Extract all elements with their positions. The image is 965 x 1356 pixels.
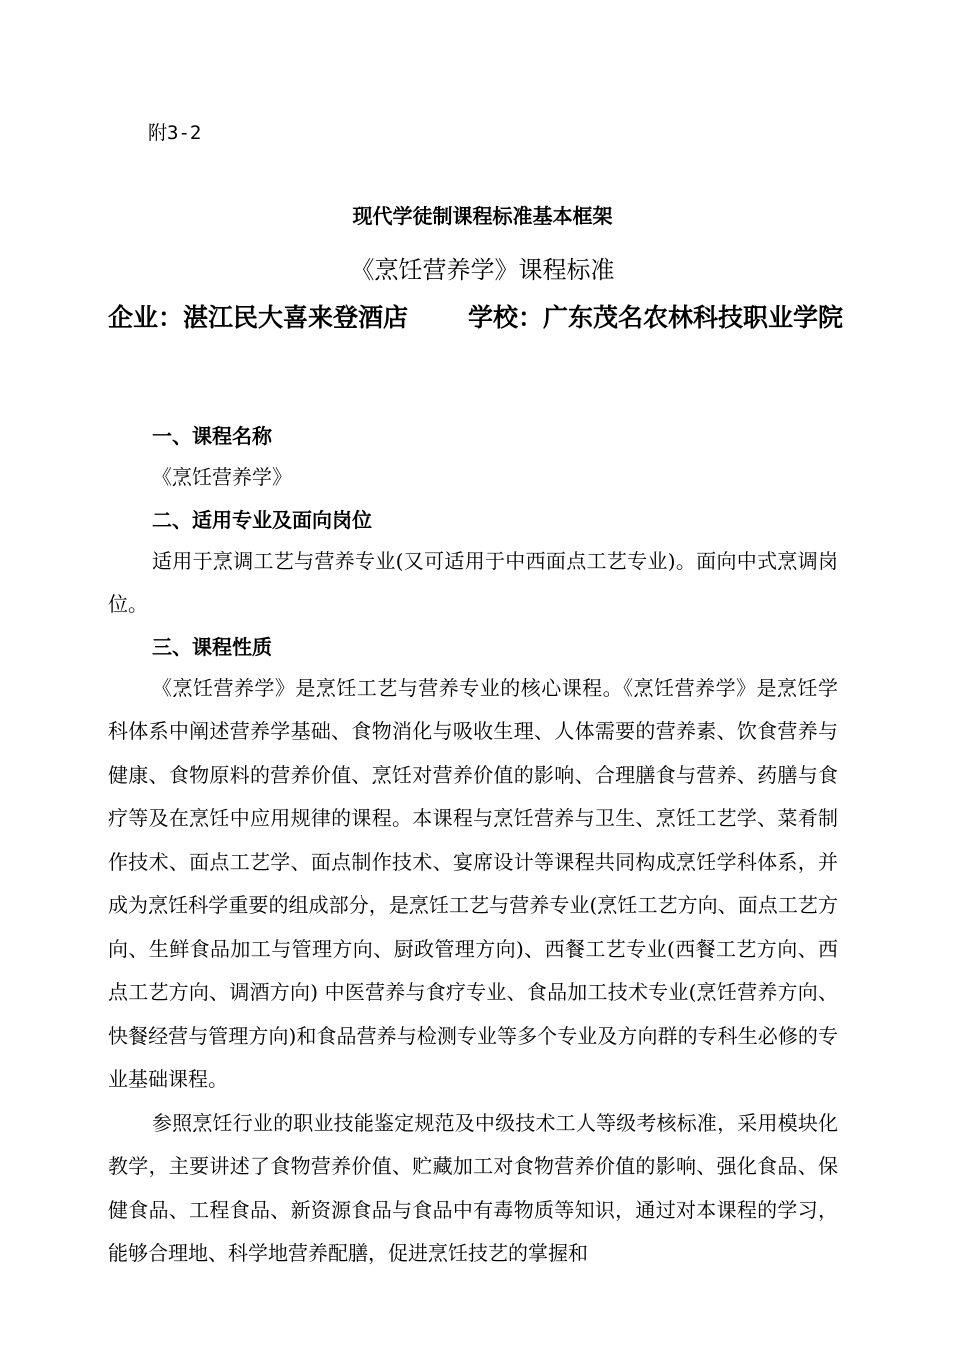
section-heading-course-name: 一、课程名称: [152, 424, 272, 448]
section-paragraph: 适用于烹调工艺与营养专业(又可适用于中西面点工艺专业)。面向中式烹调岗位。: [108, 548, 838, 616]
enterprise-name: 企业：湛江民大喜来登酒店: [108, 303, 409, 332]
section-heading-applicable-majors: 二、适用专业及面向岗位: [152, 507, 372, 532]
organization-line: [108, 302, 848, 333]
document-body: [108, 416, 838, 1276]
section-paragraph: 《烹饪营养学》是烹饪工艺与营养专业的核心课程。《烹饪营养学》是烹饪学科体系中阐述营养学基础、食物消化与吸收生理、人体需要的营养素、饮食营养与健康、食物原料的营养价值、烹饪对营养价值的影响、合理膳食与营养、药膳与食疗等及在烹饪中应用规律的课程。本课程与烹饪营养与卫生、烹饪工艺学、菜肴制作技术、面点工艺学、面点制作技术、宴席设计等课程共同构成烹饪学科体系，并成为烹饪科学重要的组成部分，是烹饪工艺与营养专业(烹饪工艺方向、面点工艺方向、生鲜食品加工与管理方向、厨政管理方向)、西餐工艺专业(西餐工艺方向、西点工艺方向、调酒方向) 中医营养与食疗专业、食品加工技术专业(烹饪营养方向、快餐经营与管理方向)和食品营养与检测专业等多个专业及方向群的专科生必修的专业基础课程。: [108, 675, 838, 1091]
appendix-label: 附3-2: [148, 122, 202, 144]
document-title: 现代学徒制课程标准基本框架: [352, 204, 613, 228]
course-title: 《烹饪营养学》课程标准: [350, 256, 615, 284]
section-heading-course-nature: 三、课程性质: [152, 634, 272, 659]
section-paragraph: 参照烹饪行业的职业技能鉴定规范及中级技术工人等级考核标准，采用模块化教学，主要讲述了食物营养价值、贮藏加工对食物营养价值的影响、强化食品、保健食品、工程食品、新资源食品与食品中有毒物质等知识，通过对本课程的学习，能够合理地、科学地营养配膳，促进烹饪技艺的掌握和: [108, 1110, 838, 1265]
section-paragraph: 《烹饪营养学》: [152, 465, 292, 489]
school-name: 学校：广东茂名农林科技职业学院: [468, 303, 844, 332]
